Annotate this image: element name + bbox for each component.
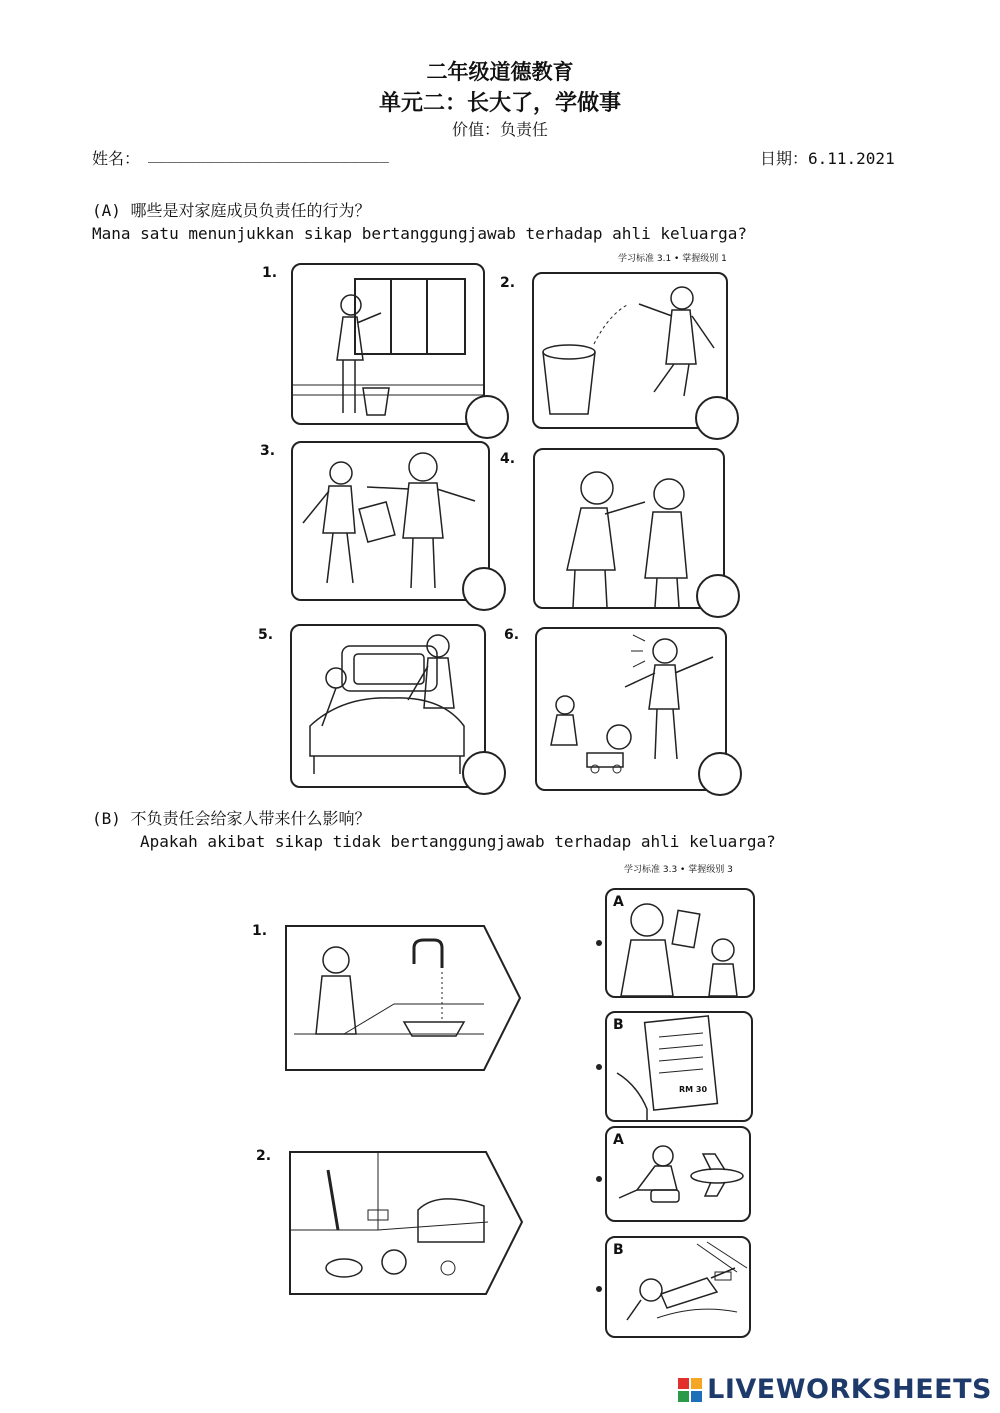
answer-circle-a3[interactable]	[462, 567, 506, 611]
option-card-1b[interactable]	[605, 1011, 753, 1122]
picture-card-b1	[284, 924, 524, 1074]
answer-circle-a2[interactable]	[695, 396, 739, 440]
unit-title: 单元二：长大了，学做事	[378, 91, 621, 116]
child-playing-airplane-icon	[607, 1128, 749, 1220]
picture-card-a1	[291, 263, 485, 425]
option-card-1a[interactable]	[605, 888, 755, 998]
item-number: 1.	[262, 265, 278, 281]
section-b-question-ms: Apakah akibat sikap tidak bertanggungjawab terhadap ahli keluarga?	[140, 832, 776, 851]
water-bill-icon	[607, 1013, 751, 1120]
date-label: 日期：6.11.2021	[760, 149, 895, 168]
liveworksheets-logo	[678, 1374, 992, 1405]
answer-circle-a5[interactable]	[462, 751, 506, 795]
worksheet-title: 二年级道德教育	[426, 60, 574, 84]
item-number: 6.	[504, 627, 520, 643]
item-number: 4.	[500, 451, 516, 467]
answer-circle-a4[interactable]	[696, 574, 740, 618]
picture-card-a4	[533, 448, 725, 609]
name-label: 姓名：	[92, 149, 141, 168]
value-label: 价值：负责任	[451, 120, 548, 139]
option-letter: B	[613, 1017, 624, 1033]
option-letter: A	[613, 894, 624, 910]
option-letter: B	[613, 1242, 624, 1258]
match-dot-1b[interactable]	[596, 1064, 602, 1070]
option-letter: A	[613, 1132, 624, 1148]
item-number: 5.	[258, 627, 274, 643]
boy-throwing-trash-icon	[534, 274, 726, 427]
item-number: 1.	[252, 923, 268, 939]
item-number: 3.	[260, 443, 276, 459]
section-a-question-ms: Mana satu menunjukkan sikap bertanggungjawab terhadap ahli keluarga?	[92, 224, 748, 243]
section-b-question-cn: (B) 不负责任会给家人带来什么影响？	[92, 809, 371, 828]
section-b-standard: 学习标准 3.3 • 掌握级别 3	[624, 865, 733, 875]
item-number: 2.	[500, 275, 516, 291]
picture-card-b2	[288, 1150, 528, 1300]
section-a-standard: 学习标准 3.1 • 掌握级别 1	[618, 254, 727, 264]
bill-amount: RM 30	[679, 1085, 708, 1094]
answer-circle-a6[interactable]	[698, 752, 742, 796]
name-field[interactable]: _________________________	[148, 144, 389, 163]
item-number: 2.	[256, 1148, 272, 1164]
answer-circle-a1[interactable]	[465, 395, 509, 439]
children-arguing-icon	[293, 443, 488, 599]
watermark-text: LIVEWORKSHEETS	[707, 1374, 992, 1405]
child-falling-icon	[607, 1238, 749, 1336]
boy-shouting-icon	[537, 629, 725, 789]
girl-cleaning-window-icon	[293, 265, 483, 423]
match-dot-2a[interactable]	[596, 1176, 602, 1182]
mother-with-bill-icon	[607, 890, 753, 996]
match-dot-1a[interactable]	[596, 940, 602, 946]
option-card-2a[interactable]	[605, 1126, 751, 1222]
option-card-2b[interactable]	[605, 1236, 751, 1338]
mother-combing-hair-icon	[535, 450, 723, 607]
picture-card-a5	[290, 624, 486, 788]
making-bed-icon	[292, 626, 484, 786]
section-a-question-cn: (A) 哪些是对家庭成员负责任的行为？	[92, 201, 371, 220]
match-dot-2b[interactable]	[596, 1286, 602, 1292]
picture-card-a3	[291, 441, 490, 601]
liveworksheets-logo-icon	[678, 1378, 704, 1404]
